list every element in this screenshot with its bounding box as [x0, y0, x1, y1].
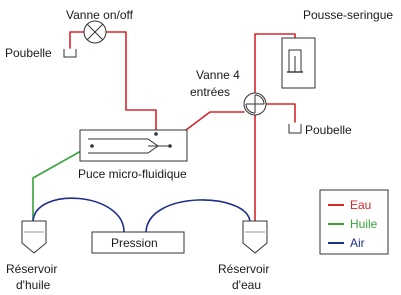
air-line-right	[146, 200, 250, 232]
oil-reservoir	[22, 221, 46, 253]
water-line-valve4-to-waste-right	[266, 104, 295, 122]
waste-bin-right	[289, 124, 301, 133]
label-valve4-line2: entrées	[190, 85, 231, 99]
label-waste-right: Poubelle	[305, 123, 352, 137]
label-pressure: Pression	[111, 236, 158, 250]
label-chip: Puce micro-fluidique	[78, 167, 187, 181]
onoff-valve	[84, 21, 106, 43]
label-syringe-pump: Pousse-seringue	[303, 8, 394, 22]
label-valve4-line1: Vanne 4	[196, 68, 240, 82]
legend-label-eau: Eau	[350, 198, 372, 212]
water-reservoir	[243, 221, 267, 253]
label-water-reservoir-line2: d'eau	[232, 278, 261, 292]
air-lines	[33, 198, 250, 232]
legend-label-air: Air	[350, 236, 365, 250]
label-oil-reservoir-line1: Réservoir	[6, 262, 58, 276]
water-line-onoff-to-chip	[106, 32, 156, 134]
syringe-pump	[282, 38, 315, 88]
label-onoff-valve: Vanne on/off	[66, 8, 133, 22]
label-oil-reservoir-line2: d'huile	[16, 278, 51, 292]
label-water-reservoir-line1: Réservoir	[218, 262, 270, 276]
air-line-left	[33, 198, 124, 232]
label-waste-left: Poubelle	[5, 46, 52, 60]
four-way-valve	[244, 93, 266, 115]
legend	[320, 190, 388, 254]
microfluidic-chip	[80, 130, 187, 161]
water-line-waste-left	[70, 32, 84, 48]
legend-label-huile: Huile	[350, 217, 378, 231]
waste-bin-left	[64, 49, 76, 57]
